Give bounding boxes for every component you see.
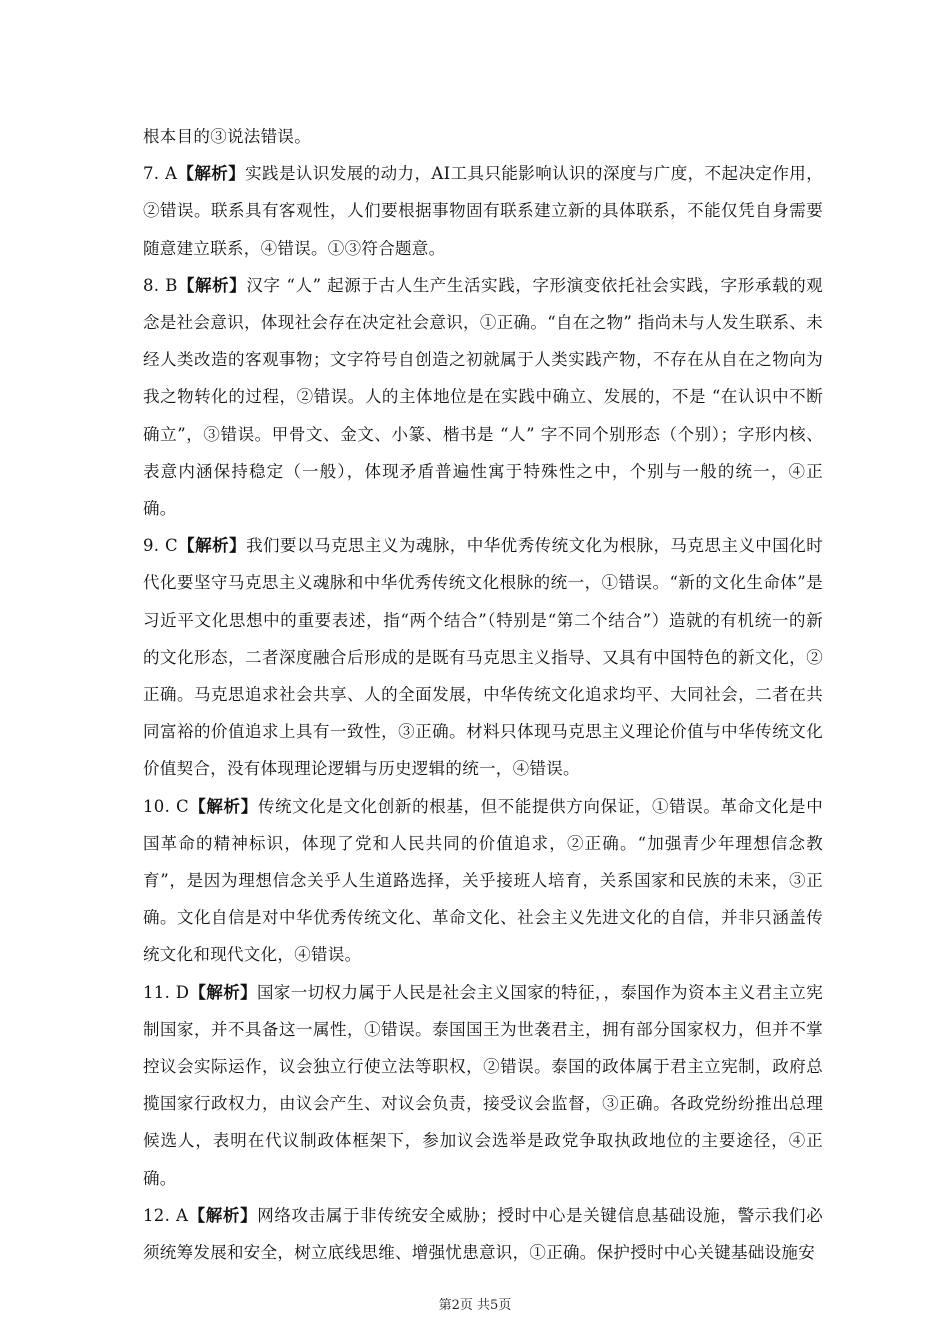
answer-item-10 [143,788,823,974]
question-number: 11. D [143,982,190,1002]
paragraph-text: 传统文化是文化创新的根基，但不能提供方向保证，①错误。革命文化是中国革命的精神标识，体现了党和人民共同的价值追求，②正确。“加强青少年理想信念教育”，是因为理想信念关乎人生道路选择，关乎接班人培育，关系国家和民族的未来，③正确。文化自信是对中华优秀传统文化、革命文化、社会主义先进文化的自信，并非只涵盖传统文化和现代文化，④错误。 [143,796,823,965]
page-footer: 第2页 共5页 [438,1298,512,1313]
paragraph-continuation [143,118,823,155]
analysis-tag: 【解析】 [188,796,258,816]
paragraph-text: 汉字 “人” 起源于古人生产生活实践，字形演变依托社会实践，字形承载的观念是社会意识，体现社会存在决定社会意识，①正确。“自在之物” 指尚未与人发生联系、未经人类改造的客观事物；文字符号自创造之初就属于人类实践产物，不存在从自在之物向为我之物转化的过程，②错误。人的主体地位是在实践中确立、发展的，不是 “在认识中不断确立”，③错误。甲骨文、金文、小篆、楷书是 “人” 字不同个别形态（个别）；字形内核、表意内涵保持稳定（一般），体现矛盾普遍性寓于特殊性之中，个别与一般的统一，④正确。 [143,275,823,519]
answer-item-7 [143,155,823,267]
paragraph-text: 实践是认识发展的动力，AI工具只能影响认识的深度与广度，不起决定作用，②错误。联系具有客观性，人们要根据事物固有联系建立新的具体联系，不能仅凭自身需要随意建立联系，④错误。①③符合题意。 [143,164,824,258]
paragraph-text: 根本目的③说法错误。 [143,127,311,146]
paragraph-text: 网络攻击属于非传统安全威胁；授时中心是关键信息基础设施，警示我们必须统筹发展和安全，树立底线思维、增强忧患意识，①正确。保护授时中心关键基础设施安 [143,1205,824,1263]
analysis-tag: 【解析】 [178,536,247,556]
analysis-tag: 【解析】 [177,275,247,295]
question-number: 10. C [143,796,189,816]
paragraph-text: 国家一切权力属于人民是社会主义国家的特征，，泰国作为资本主义君主立宪制国家，并不具备这一属性，①错误。泰国国王为世袭君主，拥有部分国家权力，但并不掌控议会实际运作，议会独立行使立法等职权，②错误。泰国的政体属于君主立宪制，政府总揽国家行政权力，由议会产生、对议会负责，接受议会监督，③正确。各政党纷纷推出总理候选人，表明在代议制政体框架下，参加议会选举是政党争取执政地位的主要途径，④正确。 [143,982,824,1188]
question-number: 8. B [143,275,178,295]
paragraph-text: 我们要以马克思主义为魂脉，中华优秀传统文化为根脉，马克思主义中国化时代化要坚守马克思主义魂脉和中华优秀传统文化根脉的统一，①错误。“新的文化生命体”是习近平文化思想中的重要表述，指“两个结合”（特别是“第二个结合”）造就的有机统一的新的文化形态，二者深度融合后形成的是既有马克思主义指导、又具有中国特色的新文化，②正确。马克思追求社会共享、人的全面发展，中华传统文化追求均平、大同社会，二者在共同富裕的价值追求上具有一致性，③正确。材料只体现马克思主义理论价值与中华传统文化价值契合，没有体现理论逻辑与历史逻辑的统一，④错误。 [143,536,824,779]
answer-item-8 [143,267,823,527]
analysis-tag: 【解析】 [189,982,257,1002]
answer-explanations [143,118,823,1271]
question-number: 12. A [143,1205,189,1225]
analysis-tag: 【解析】 [188,1205,258,1225]
answer-item-9 [143,527,823,787]
analysis-tag: 【解析】 [177,164,246,184]
question-number: 7. A [143,164,178,184]
answer-item-11 [143,974,823,1197]
question-number: 9. C [143,536,178,556]
answer-item-12 [143,1197,823,1271]
